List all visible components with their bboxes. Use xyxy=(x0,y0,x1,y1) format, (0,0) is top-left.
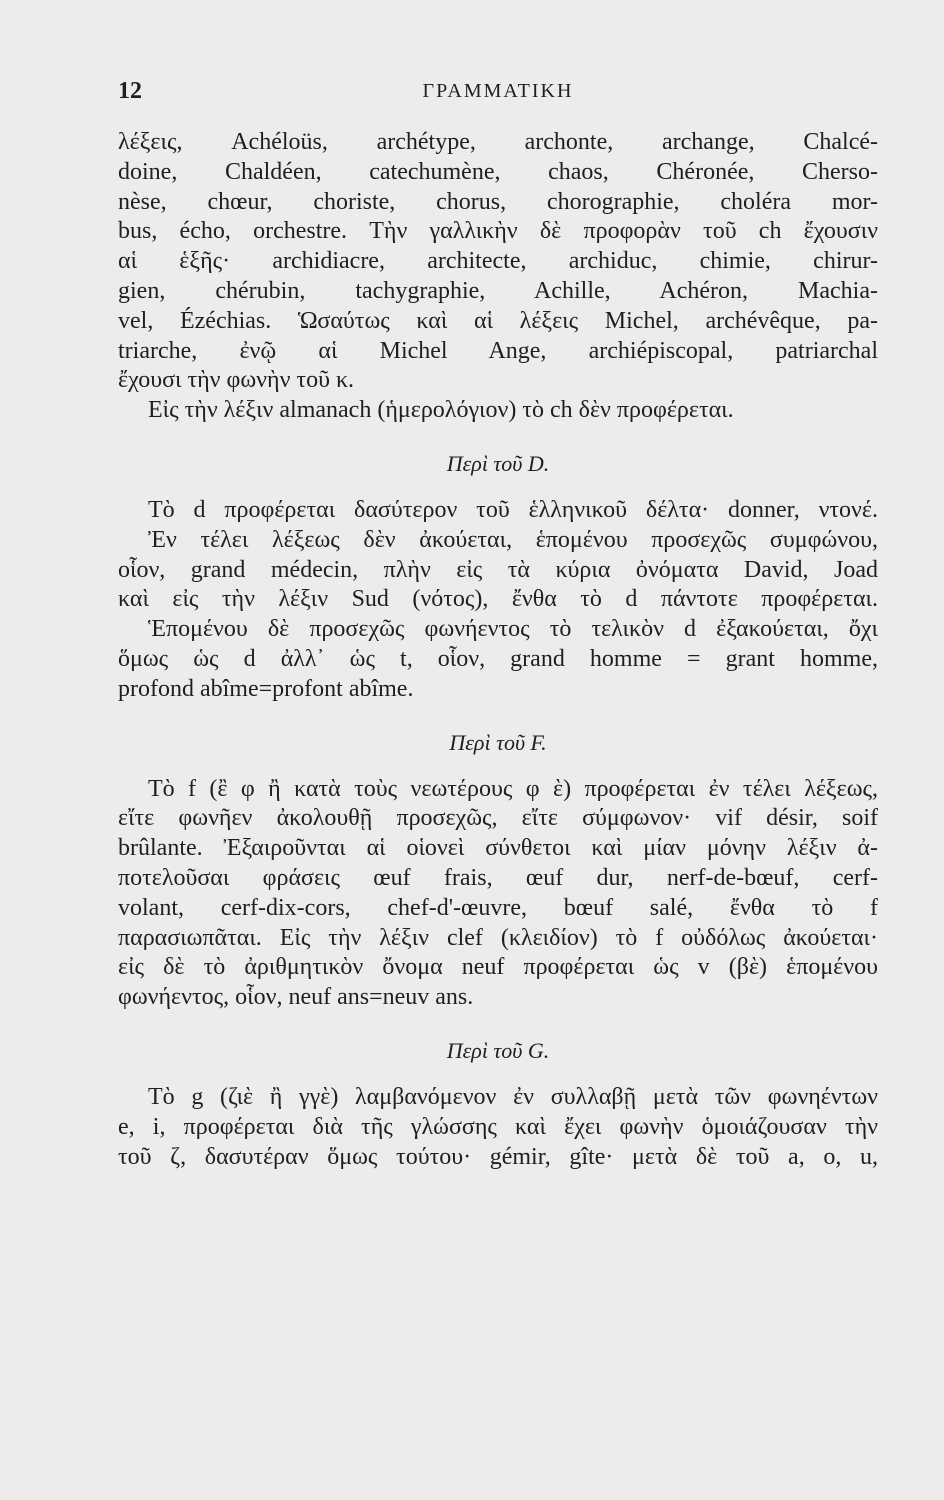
text-line: λέξεις, Achéloüs, archétype, archonte, archange, Chalcé- xyxy=(118,129,878,155)
section-heading-f: Περὶ τοῦ F. xyxy=(449,729,547,755)
text-line: Εἰς τὴν λέξιν almanach (ἡμερολόγιον) τὸ ch δὲν προφέρεται. xyxy=(148,397,734,424)
text-line: εἴτε φωνῆεν ἀκολουθῇ προσεχῶς, εἴτε σύμφωνον· vif désir, soif xyxy=(118,805,878,832)
text-line: e, i, προφέρεται διὰ τῆς γλώσσης καὶ ἔχει φωνὴν ὁμοιάζουσαν τὴν xyxy=(118,1113,878,1140)
page-number: 12 xyxy=(118,78,142,104)
section-heading-d: Περὶ τοῦ D. xyxy=(446,450,550,476)
text-line: bus, écho, orchestre. Τὴν γαλλικὴν δὲ προφορὰν τοῦ ch ἔχουσιν xyxy=(118,218,878,245)
body-text xyxy=(118,128,878,1172)
running-head-title: ΓΡΑΜΜΑΤΙΚΗ xyxy=(422,80,574,102)
text-line: Τὸ g (ζιὲ ἢ γγὲ) λαμβανόμενον ἐν συλλαβῇ μετὰ τῶν φωνηέντων xyxy=(148,1083,878,1110)
text-line: ἔχουσι τὴν φωνὴν τοῦ κ. xyxy=(118,367,355,394)
section-heading-g: Περὶ τοῦ G. xyxy=(446,1037,550,1063)
text-line: εἰς δὲ τὸ ἀριθμητικὸν ὄνομα neuf προφέρεται ὡς v (βὲ) ἑπομένου xyxy=(118,954,878,981)
text-line: τοῦ ζ, δασυτέραν ὅμως τούτου· gémir, gîte· μετὰ δὲ τοῦ a, o, u, xyxy=(118,1143,878,1170)
text-line: triarche, ἐνῷ αἱ Michel Ange, archiépiscopal, patriarchal xyxy=(118,337,878,364)
text-line: nèse, chœur, choriste, chorus, chorographie, choléra mor- xyxy=(118,188,878,215)
text-line: οἷον, grand médecin, πλὴν εἰς τὰ κύρια ὀνόματα David, Joad xyxy=(118,556,878,583)
text-line: profond abîme=profont abîme. xyxy=(118,675,414,702)
text-line: αἱ ἑξῆς· archidiacre, architecte, archiduc, chimie, chirur- xyxy=(118,248,878,275)
text-line: Τὸ f (ἒ φ ἢ κατὰ τοὺς νεωτέρους φ ὲ) προφέρεται ἐν τέλει λέξεως, xyxy=(148,775,878,802)
text-line: brûlante. Ἐξαιροῦνται αἱ οἱονεὶ σύνθετοι καὶ μίαν μόνην λέξιν ἀ- xyxy=(118,835,878,862)
text-line: Ἑπομένου δὲ προσεχῶς φωνήεντος τὸ τελικὸν d ἐξακούεται, ὄχι xyxy=(148,616,878,643)
text-line: ὅμως ὡς d ἀλλ᾽ ὡς t, οἷον, grand homme = grant homme, xyxy=(118,645,878,672)
text-line: vel, Ézéchias. Ὡσαύτως καὶ αἱ λέξεις Michel, archévêque, pa- xyxy=(118,307,878,334)
text-line: καὶ εἰς τὴν λέξιν Sud (νότος), ἔνθα τὸ d πάντοτε προφέρεται. xyxy=(118,586,878,613)
text-line: volant, cerf-dix-cors, chef-d'-œuvre, bœuf salé, ἔνθα τὸ f xyxy=(118,894,878,921)
page-header xyxy=(118,78,878,110)
text-line: παρασιωπᾶται. Εἰς τὴν λέξιν clef (κλειδίον) τὸ f οὐδόλως ἀκούεται· xyxy=(118,924,878,951)
text-line: φωνήεντος, οἷον, neuf ans=neuv ans. xyxy=(118,984,474,1011)
text-line: ποτελοῦσαι φράσεις œuf frais, œuf dur, nerf-de-bœuf, cerf- xyxy=(118,864,878,891)
text-line: doine, Chaldéen, catechumène, chaos, Chéronée, Cherso- xyxy=(118,158,878,185)
text-line: Ἐν τέλει λέξεως δὲν ἀκούεται, ἑπομένου προσεχῶς συμφώνου, xyxy=(148,526,878,553)
text-line: Τὸ d προφέρεται δασύτερον τοῦ ἑλληνικοῦ δέλτα· donner, ντονέ. xyxy=(148,496,878,523)
text-line: gien, chérubin, tachygraphie, Achille, Achéron, Machia- xyxy=(118,277,878,304)
